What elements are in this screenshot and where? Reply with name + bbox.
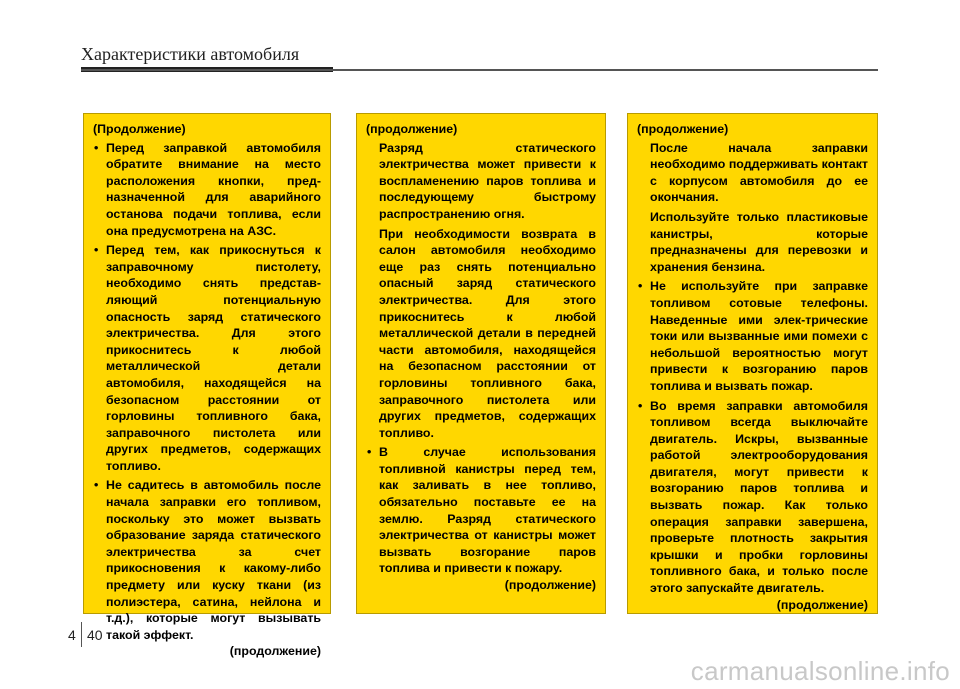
continued-heading: (продолжение) bbox=[366, 122, 458, 136]
bullet-item bbox=[637, 398, 868, 597]
page-number: 40 bbox=[87, 627, 103, 643]
continued-heading: (продолжение) bbox=[637, 122, 729, 136]
bullet-icon: • bbox=[94, 140, 99, 155]
footer-divider bbox=[81, 622, 82, 647]
bullet-text: Не используйте при заправке топливом сотовые телефоны. Наведенные ими элек-трические токи или вызванные ими помехи с небольшой вероятностью могут привести к возгоранию паров топлива и вызвать пожар. bbox=[650, 279, 868, 393]
continued-label: (продолжение) bbox=[229, 644, 321, 659]
bullet-item bbox=[637, 278, 868, 394]
bullet-item bbox=[93, 242, 321, 474]
continued-label: (продолжение) bbox=[776, 597, 868, 612]
header-rule bbox=[81, 69, 878, 71]
watermark: carmanualsonline.info bbox=[690, 656, 950, 686]
bullet-icon: • bbox=[94, 478, 99, 493]
section-number: 4 bbox=[68, 627, 76, 643]
bullet-icon: • bbox=[367, 445, 372, 460]
bullet-text: Перед тем, как прикоснуться к заправочному пистолету, необходимо снять представ-ляющий потенциальную опасность заряд статического электричества. Для этого прикоснитесь к любой металлической детали автомобиля, находящейся на безопасном расстоянии от горловины топливного бака, заправочного пистолета или других предметов, содержащих топливо. bbox=[106, 243, 321, 473]
bullet-text: Перед заправкой автомобиля обратите внимание на место расположения кнопки, пред-назначенной для аварийного останова подачи топлива, если она предусмотрена на АЗС. bbox=[106, 140, 321, 238]
bullet-item bbox=[93, 140, 321, 240]
continued-heading: (Продолжение) bbox=[93, 122, 186, 136]
page-title: Характеристики автомобиля bbox=[81, 44, 300, 64]
bullet-text: Во время заправки автомобиля топливом всегда выключайте двигатель. Искры, вызванные работой электрооборудования двигателя, могут привести к возгоранию паров топлива и вызвать пожар. Как только операция заправки завершена, проверьте плотность закрытия крышки и пробки горловины топливного бака, и только после этого запускайте двигатель. bbox=[650, 398, 868, 596]
bullet-icon: • bbox=[94, 243, 99, 258]
bullet-item bbox=[93, 477, 321, 643]
paragraph: Используйте только пластиковые канистры, которые предназначены для перевозки и хранения бензина. bbox=[650, 209, 868, 274]
paragraph: После начала заправки необходимо поддерживать контакт с корпусом автомобиля до ее окончания. bbox=[650, 140, 868, 205]
warning-box-2 bbox=[356, 113, 606, 614]
bullet-icon: • bbox=[638, 279, 643, 294]
bullet-icon: • bbox=[638, 398, 643, 413]
warning-box-3 bbox=[627, 113, 878, 614]
continued-label: (продолжение) bbox=[504, 578, 596, 593]
paragraph: Разряд статического электричества может привести к воспламенению паров топлива и последующему быстрому распространению огня. bbox=[379, 140, 596, 221]
paragraph: При необходимости возврата в салон автомобиля необходимо еще раз снять потенциально опасный заряд статического электричества. Для этого прикоснитесь к любой металлической детали в передней части автомобиля, находящейся на безопасном расстоянии от горловины топливного бака, заправочного пистолета или других предметов, содержащих топливо. bbox=[379, 226, 596, 440]
bullet-text: В случае использования топливной канистры перед тем, как заливать в нее топливо, обязательно поставьте ее на землю. Разряд статического электричества от канистры может вызвать возгорание паров топлива и привести к пожару. bbox=[379, 445, 596, 576]
bullet-text: Не садитесь в автомобиль после начала заправки его топливом, поскольку это может вызвать образование заряда статического электричества за счет прикосновения к какому-либо предмету или куску ткани (из полиэстера, сатина, нейлона и т.д.), которые могут вызывать такой эффект. bbox=[106, 478, 321, 642]
bullet-item bbox=[366, 444, 596, 577]
